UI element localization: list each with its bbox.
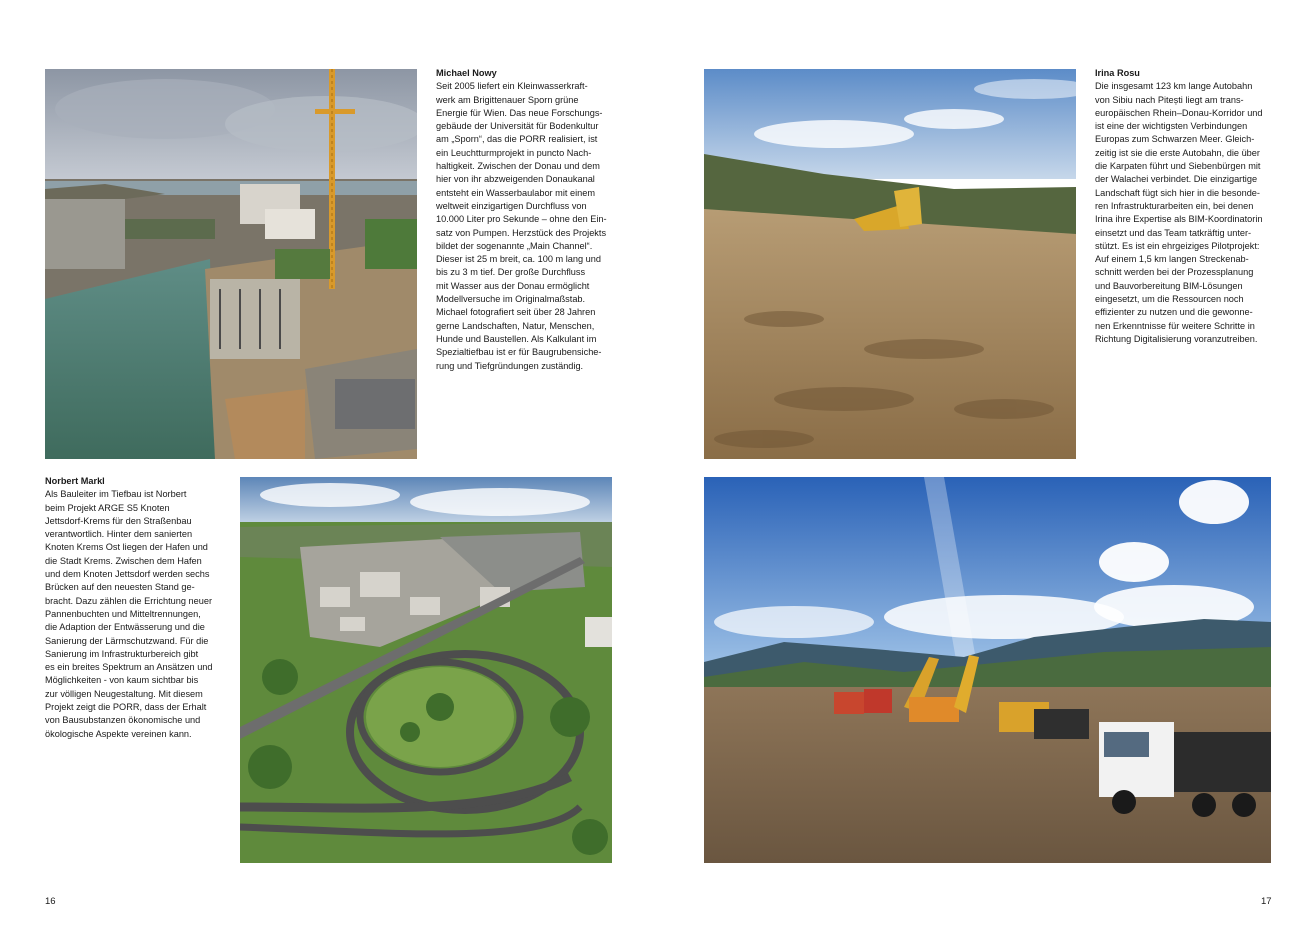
photo-soil-excavator	[704, 69, 1076, 459]
photo-danube-construction	[45, 69, 417, 459]
page-number-right: 17	[1261, 896, 1272, 907]
photo-highway-interchange	[240, 477, 612, 863]
author-name: Norbert Markl	[45, 476, 105, 486]
author-name: Irina Rosu	[1095, 68, 1140, 78]
norbert-markl-text-block	[45, 475, 235, 741]
article-text: Als Bauleiter im Tiefbau ist Norbert beim Projekt ARGE S5 Knoten Jettsdorf-Krems für den Straßenbau verantwortlich. Hinter dem sanierten Knoten Krems Ost liegen der Hafen und die Stadt Krems. Zwischen dem Hafen und dem Knoten Jettsdorf werden sechs Brücken auf den neuesten Stand ge- bracht. Dazu zählen die Errichtung neuer Pannenbuchten und Mitteltrennungen, die Adaption der Entwässerung und die Sanierung der Lärmschutzwand. Für die Sanierung im Infrastrukturbereich gibt es ein breites Spektrum an Ansätzen und Möglichkeiten - von kaum sichtbar bis zur völligen Neugestaltung. Mit diesem Projekt zeigt die PORR, dass der Erhalt von Bausubstanzen ökonomische und ökologische Aspekte vereinen kann.	[45, 489, 213, 739]
photo-mountain-trucks	[704, 477, 1271, 863]
page-number-left: 16	[45, 896, 56, 907]
irina-rosu-text-block	[1095, 67, 1285, 346]
article-text: Seit 2005 liefert ein Kleinwasserkraft- werk am Brigittenauer Sporn grüne Energie für Wien. Das neue Forschungs- gebäude der Universität für Bodenkultur am „Sporn“, das die PORR realisiert, ist ein Leuchtturmprojekt in puncto Nach- haltigkeit. Zwischen der Donau und dem hier von ihr abzweigenden Donaukanal entsteht ein Wasserbaulabor mit einem weltweit einzigartigen Durchfluss von 10.000 Liter pro Sekunde – ohne den Ein- satz von Pumpen. Herzstück des Projekts bildet der sogenannte „Main Channel“. Dieser ist 25 m breit, ca. 100 m lang und bis zu 3 m tief. Der große Durchfluss mit Wasser aus der Donau ermöglicht Modellversuche im Originalmaßstab. Michael fotografiert seit über 28 Jahren gerne Landschaften, Natur, Menschen, Hunde und Baustellen. Als Kalkulant im Spezialtiefbau ist er für Baugrubensiche- rung und Tiefgründungen zuständig.	[436, 81, 607, 371]
author-name: Michael Nowy	[436, 68, 497, 78]
article-text: Die insgesamt 123 km lange Autobahn von Sibiu nach Pitești liegt am trans- europäischen Rhein–Donau-Korridor und ist eine der wichtigsten Verbindungen Europas zum Schwarzen Meer. Gleich- zeitig ist sie die erste Autobahn, die über die Karpaten führt und Siebenbürgen mit der Walachei verbindet. Die einzigartige Landschaft fügt sich hier in die besonde- ren Infrastrukturarbeiten ein, bei denen Irina ihre Expertise als BIM-Koordinatorin einsetzt und das Team tatkräftig unter- stützt. Es ist ein ehrgeiziges Pilotprojekt: Auf einem 1,5 km langen Streckenab- schnitt werden bei der Prozessplanung und Bauvorbereitung BIM-Lösungen eingesetzt, um die Ressourcen noch effizienter zu nutzen und die gewonne- nen Erkenntnisse für weitere Schritte in Richtung Digitalisierung voranzutreiben.	[1095, 81, 1263, 344]
michael-nowy-text-block	[436, 67, 626, 373]
